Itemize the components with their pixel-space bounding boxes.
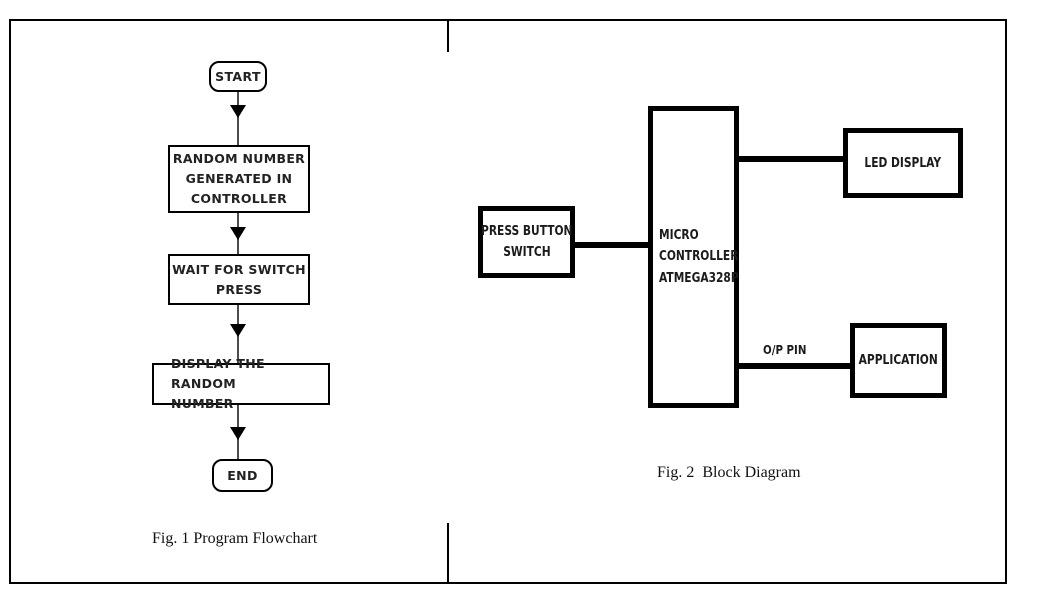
step-line: WAIT FOR SWITCH — [172, 261, 306, 277]
connector-controller-to-application — [737, 363, 852, 369]
step-line: GENERATED IN — [185, 171, 293, 186]
block-line: CONTROLLER — [659, 249, 739, 265]
step-line: NUMBER — [171, 396, 234, 411]
block-led-display — [843, 128, 963, 198]
step-line: DISPLAY THE RANDOM — [171, 356, 265, 391]
arrow-down-icon — [230, 324, 246, 337]
block-line: ATMEGA328P — [659, 270, 739, 286]
op-pin-label: O/P PIN — [763, 342, 807, 357]
flowchart-start-node — [209, 61, 267, 92]
step-line: RANDOM NUMBER — [172, 151, 306, 166]
flow-connector — [237, 92, 239, 145]
block-line: APPLICATION — [858, 353, 939, 368]
step-line: CONTROLLER — [190, 191, 288, 206]
flowchart-step-wait-switch — [168, 254, 310, 305]
connector-switch-to-controller — [573, 242, 650, 248]
block-line: PRESS BUTTON — [480, 224, 573, 239]
block-line: SWITCH — [502, 245, 551, 260]
block-microcontroller — [648, 106, 739, 408]
column-divider-top — [447, 21, 449, 52]
block-line: LED DISPLAY — [864, 155, 942, 171]
outer-frame — [9, 19, 1007, 584]
block-press-button-switch — [478, 206, 575, 278]
end-label: END — [227, 468, 258, 483]
figure1-caption: Fig. 1 Program Flowchart — [152, 530, 318, 547]
arrow-down-icon — [230, 427, 246, 440]
flowchart-step-random-number — [168, 145, 310, 213]
flowchart-end-node — [212, 459, 273, 492]
step-line: PRESS — [215, 281, 263, 297]
block-application — [850, 323, 947, 398]
column-divider-bottom — [447, 523, 449, 582]
arrow-down-icon — [230, 105, 246, 118]
connector-controller-to-led — [737, 156, 845, 162]
block-line: MICRO — [659, 227, 699, 243]
flowchart-step-display-number — [152, 356, 330, 411]
arrow-down-icon — [230, 227, 246, 240]
start-label: START — [215, 69, 261, 84]
figure2-caption: Fig. 2 Block Diagram — [657, 464, 801, 481]
